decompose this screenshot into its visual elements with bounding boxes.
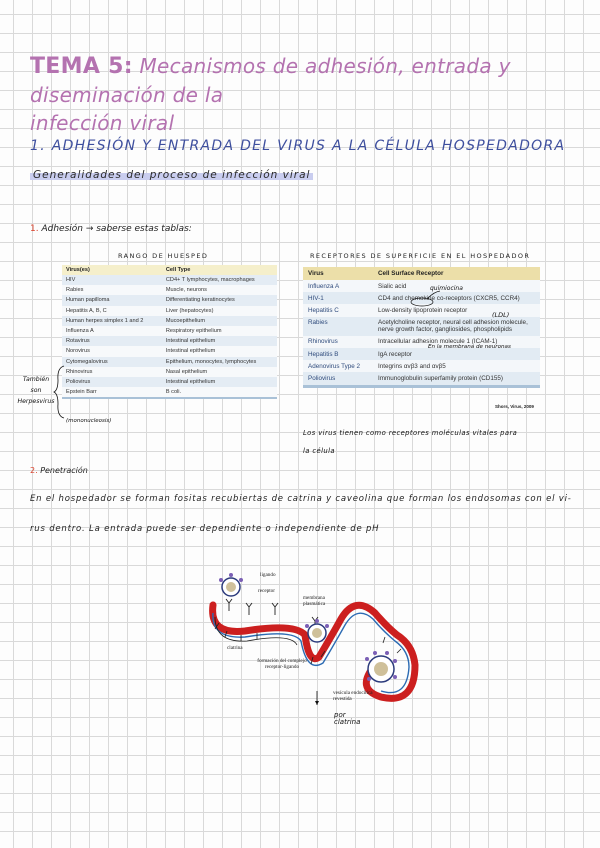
receptor-virus-cell: Adenovirus Type 2 [303, 360, 373, 372]
host-col-virus: Virus(es) [62, 265, 162, 275]
host-virus-cell: Hepatitis A, B, C [62, 306, 162, 316]
title-prefix: TEMA 5: [30, 54, 133, 79]
host-celltype-cell: Muscle, neurons [162, 285, 277, 295]
title-line2: infección viral [30, 111, 175, 135]
host-table-row [62, 346, 277, 356]
page-title [30, 52, 590, 137]
host-table-row [62, 285, 277, 295]
receptor-name-cell: Intracellular adhesion molecule 1 (ICAM-1) [373, 336, 540, 348]
annotation-quimiocina: quimiocina [430, 285, 463, 292]
receptor-name-cell: Integrins αvβ3 and αvβ5 [373, 360, 540, 372]
penetration-heading [30, 466, 88, 475]
penetration-line1: En el hospedador se forman fositas recubiertas de catrina y caveolina que forman los endosomas con el vi- [30, 494, 572, 504]
host-celltype-cell: CD4+ T lymphocytes, macrophages [162, 275, 277, 285]
host-virus-cell: Rhinovirus [62, 367, 162, 377]
host-celltype-cell: Intestinal epithelium [162, 336, 277, 346]
receptor-table [303, 267, 540, 388]
host-virus-cell: Human papilloma [62, 295, 162, 305]
receptor-col-receptor: Cell Surface Receptor [373, 267, 540, 280]
label-vesicula: vesícula endocítica revestida [333, 690, 373, 702]
receptor-table-row [303, 360, 540, 372]
penetration-number: 2. [30, 466, 38, 475]
hand-note-line1: por [334, 711, 346, 719]
host-virus-cell: Epstein Barr [62, 387, 162, 397]
host-celltype-cell: Mucoepithelium [162, 316, 277, 326]
host-celltype-cell: Intestinal epithelium [162, 377, 277, 387]
host-celltype-cell: Epithelium, monocytes, lymphocytes [162, 357, 277, 367]
host-table-row [62, 326, 277, 336]
adhesion-text: Adhesión → saberse estas tablas: [41, 224, 192, 234]
receptor-table-row [303, 317, 540, 336]
endocytosis-diagram [205, 565, 435, 740]
receptor-virus-cell: Hepatitis B [303, 348, 373, 360]
host-col-cell: Cell Type [162, 265, 277, 275]
section-subtitle: Generalidades del proceso de infección viral [30, 169, 313, 181]
receptor-table-footer-bar [303, 385, 540, 388]
host-celltype-cell: Liver (hepatocytes) [162, 306, 277, 316]
hand-note-clatrina [334, 712, 360, 726]
hand-note-line2: clatrina [334, 718, 361, 726]
host-virus-cell: Norovirus [62, 346, 162, 356]
host-table-row [62, 336, 277, 346]
host-virus-cell: HIV [62, 275, 162, 285]
receptor-virus-cell: Rabies [303, 317, 373, 336]
host-range-table [62, 265, 277, 399]
host-table-footer-bar [62, 397, 277, 399]
host-table-row [62, 275, 277, 285]
host-virus-cell: Influenza A [62, 326, 162, 336]
label-receptor: receptor [258, 588, 275, 594]
table-source: Shors, Virus, 2009 [495, 404, 534, 409]
receptor-table-caption: RECEPTORES DE SUPERFICIE EN EL HOSPEDADOR [310, 252, 531, 260]
host-virus-cell: Rabies [62, 285, 162, 295]
receptor-note-line1: Los virus tienen como receptores moléculas vitales para [303, 429, 518, 437]
host-celltype-cell: Nasal epithelium [162, 367, 277, 377]
receptor-name-cell: Low-density lipoprotein receptor [373, 304, 540, 316]
receptor-note [303, 424, 517, 460]
label-formacion: formación del complejo receptor-ligando [257, 658, 307, 670]
receptor-virus-cell: Influenza A [303, 280, 373, 292]
host-virus-cell: Human herpes simplex 1 and 2 [62, 316, 162, 326]
herpes-note-line3: Herpesvirus [17, 398, 55, 405]
penetration-line2: rus dentro. La entrada puede ser dependiente o independiente de pH [30, 524, 380, 534]
receptor-virus-cell: Poliovirus [303, 372, 373, 384]
host-celltype-cell: Respiratory epithelium [162, 326, 277, 336]
host-virus-cell: Poliovirus [62, 377, 162, 387]
host-table-row [62, 387, 277, 397]
adhesion-number: 1. [30, 224, 39, 234]
annotation-ldl: (LDL) [492, 311, 510, 319]
title-text: Mecanismos de adhesión, entrada y diseminación de la [30, 54, 511, 107]
host-table-row [62, 306, 277, 316]
host-celltype-cell: Differentiating keratinocytes [162, 295, 277, 305]
receptor-name-cell: Sialic acid [373, 280, 540, 292]
host-table-row [62, 377, 277, 387]
herpes-note-line1: También [22, 376, 50, 383]
receptor-virus-cell: Hepatitis C [303, 304, 373, 316]
penetration-title: Penetración [40, 466, 88, 475]
receptor-name-cell: Acetylcholine receptor, neural cell adhesion molecule, nerve growth factor, gangliosides, phospholipids [373, 317, 540, 336]
label-membrana: membrana plasmática [303, 595, 326, 607]
annotation-neuronas: En la membrana de neuronas [428, 344, 511, 350]
receptor-virus-cell: Rhinovirus [303, 336, 373, 348]
host-virus-cell: Cytomegalovirus [62, 357, 162, 367]
receptor-table-row [303, 372, 540, 384]
label-ligando: ligando [260, 572, 276, 578]
host-celltype-cell: B coli. [162, 387, 277, 397]
host-celltype-cell: Intestinal epithelium [162, 346, 277, 356]
receptor-col-virus: Virus [303, 267, 373, 280]
label-clatrina: clatrina [227, 645, 243, 651]
host-virus-cell: Rotavirus [62, 336, 162, 346]
receptor-note-line2: la célula [303, 447, 335, 455]
receptor-name-cell: Immunoglobulin superfamily protein (CD155) [373, 372, 540, 384]
mono-note: (mononucleosis) [66, 418, 112, 424]
annotation-arrow [410, 288, 455, 308]
receptor-virus-cell: HIV-1 [303, 292, 373, 304]
herpes-brace [52, 364, 66, 420]
host-table-caption: RANGO DE HUESPED [118, 252, 209, 260]
host-table-row [62, 357, 277, 367]
section-title: 1. ADHESIÓN Y ENTRADA DEL VIRUS A LA CÉLULA HOSPEDADORA [30, 138, 566, 154]
receptor-name-cell: CD4 and chemokine co-receptors (CXCR5, CCR4) [373, 292, 540, 304]
herpes-note-line2: son [30, 387, 42, 394]
host-table-row [62, 295, 277, 305]
host-table-row [62, 367, 277, 377]
adhesion-heading [30, 224, 192, 234]
host-table-row [62, 316, 277, 326]
receptor-name-cell: IgA receptor [373, 348, 540, 360]
